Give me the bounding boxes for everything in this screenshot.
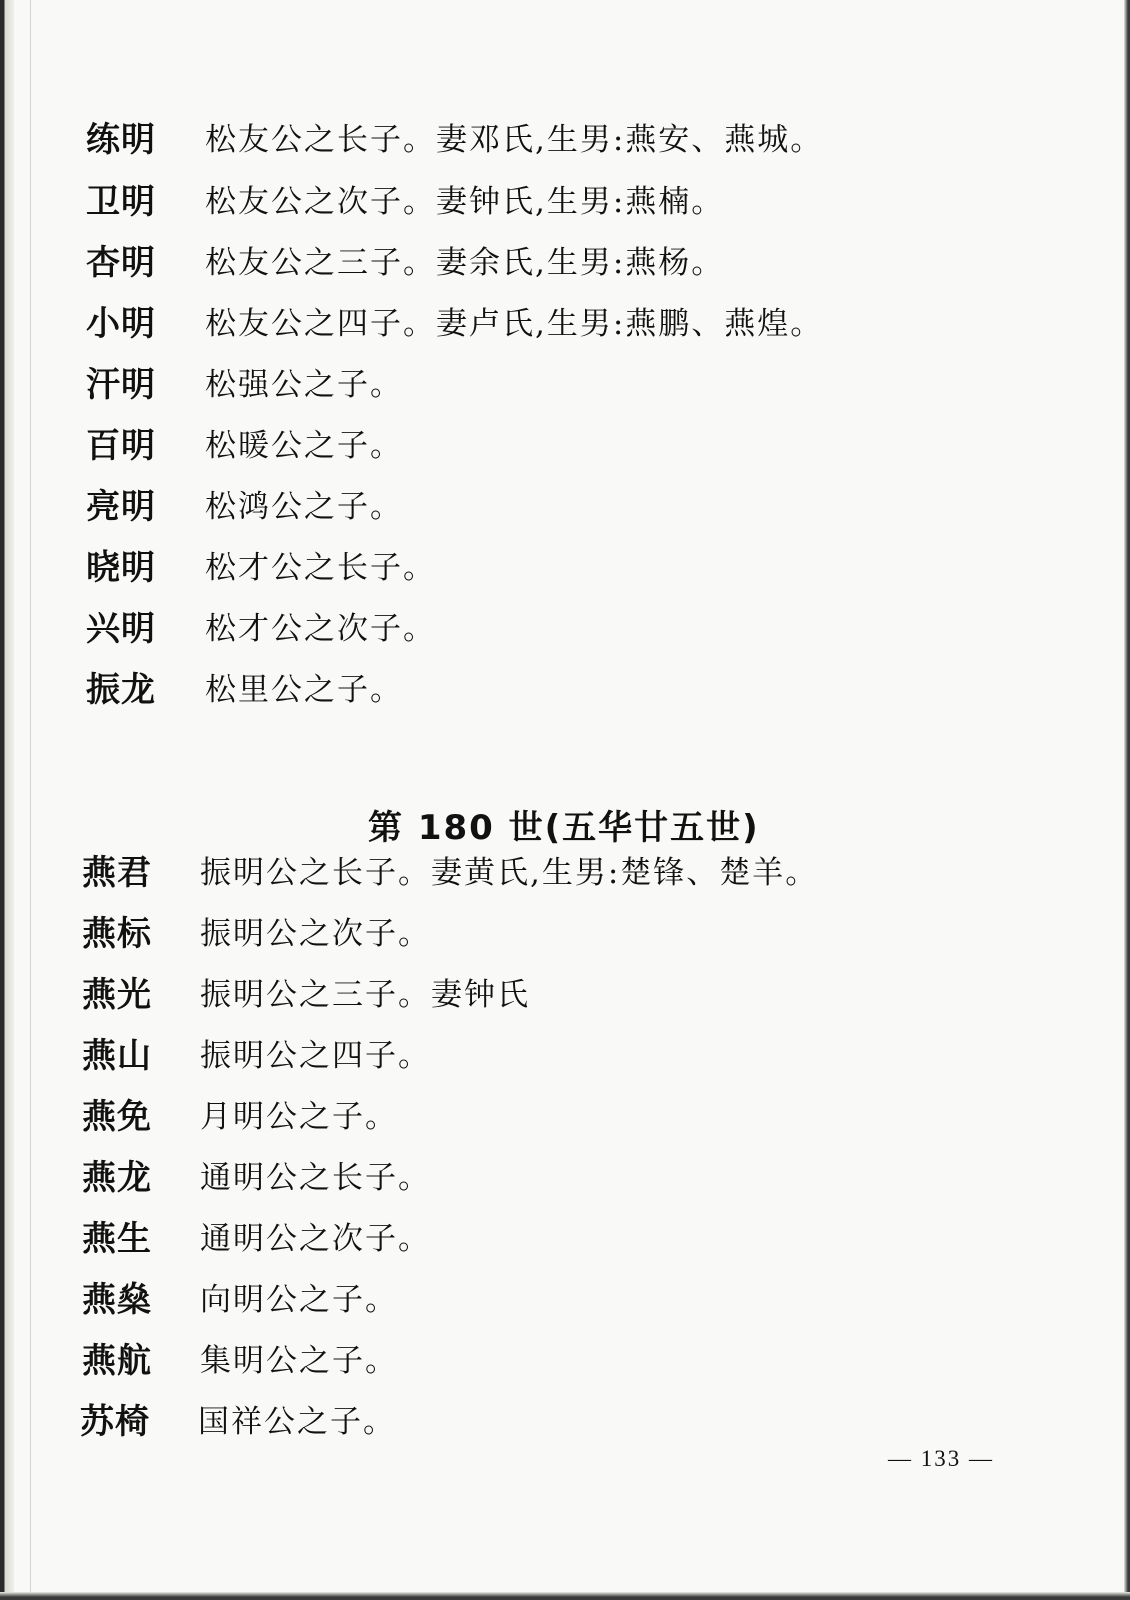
genealogy-entry — [0, 1397, 1100, 1447]
generation-heading-text: 第 180 世(五华廿五世) — [368, 808, 760, 848]
entry-name: 燕燊 — [82, 1280, 152, 1320]
genealogy-entry — [0, 1214, 1100, 1264]
entry-description: 振明公之次子。 — [200, 916, 431, 952]
entry-description: 集明公之子。 — [200, 1343, 398, 1379]
entry-description: 国祥公之子。 — [198, 1404, 396, 1440]
genealogy-entry — [0, 848, 1100, 898]
entry-name: 燕生 — [82, 1219, 152, 1259]
genealogy-entry — [0, 1153, 1100, 1203]
genealogy-entry — [0, 665, 1100, 715]
entry-name: 汗明 — [86, 365, 156, 405]
entry-name: 燕山 — [82, 1036, 152, 1076]
entry-description: 振明公之长子。妻黄氏,生男:楚锋、楚羊。 — [200, 855, 819, 891]
genealogy-entry — [0, 1336, 1100, 1386]
entry-name: 卫明 — [86, 182, 156, 222]
entry-name: 练明 — [86, 120, 156, 160]
entry-description: 月明公之子。 — [200, 1099, 398, 1135]
genealogy-entry — [0, 482, 1100, 532]
entry-description: 向明公之子。 — [200, 1282, 398, 1318]
genealogy-entry — [0, 970, 1100, 1020]
entry-name: 燕免 — [82, 1097, 152, 1137]
entry-description: 通明公之次子。 — [200, 1221, 431, 1257]
genealogy-entry — [0, 360, 1100, 410]
entry-description: 通明公之长子。 — [200, 1160, 431, 1196]
entry-description: 松强公之子。 — [205, 367, 403, 403]
genealogy-entry — [0, 177, 1100, 227]
entry-name: 百明 — [86, 426, 156, 466]
genealogy-entry — [0, 1092, 1100, 1142]
entry-name: 燕龙 — [82, 1158, 152, 1198]
entry-description: 振明公之三子。妻钟氏 — [200, 977, 530, 1013]
entry-name: 苏椅 — [80, 1402, 150, 1442]
entry-description: 松友公之四子。妻卢氏,生男:燕鹏、燕煌。 — [205, 306, 824, 342]
genealogy-entry — [0, 604, 1100, 654]
genealogy-entry — [0, 909, 1100, 959]
entry-description: 松友公之次子。妻钟氏,生男:燕楠。 — [205, 184, 725, 220]
entry-name: 兴明 — [86, 609, 156, 649]
entry-description: 松才公之长子。 — [205, 550, 436, 586]
entry-name: 杏明 — [86, 243, 156, 283]
entry-description: 松友公之三子。妻余氏,生男:燕杨。 — [205, 245, 725, 281]
genealogy-entry — [0, 299, 1100, 349]
entry-description: 松鸿公之子。 — [205, 489, 403, 525]
entry-name: 燕君 — [82, 853, 152, 893]
entry-description: 松里公之子。 — [205, 672, 403, 708]
genealogy-entry — [0, 421, 1100, 471]
page-number: — 133 — — [888, 1446, 994, 1471]
genealogy-entry — [0, 1275, 1100, 1325]
entry-name: 燕标 — [82, 914, 152, 954]
entry-description: 松才公之次子。 — [205, 611, 436, 647]
entry-description: 振明公之四子。 — [200, 1038, 431, 1074]
genealogy-entry — [0, 115, 1100, 165]
entry-name: 小明 — [86, 304, 156, 344]
entry-description: 松友公之长子。妻邓氏,生男:燕安、燕城。 — [205, 122, 824, 158]
page-bottom-edge — [0, 1592, 1130, 1600]
entry-name: 燕光 — [82, 975, 152, 1015]
genealogy-entry — [0, 1031, 1100, 1081]
genealogy-entry — [0, 238, 1100, 288]
entry-name: 燕航 — [82, 1341, 152, 1381]
entry-name: 亮明 — [86, 487, 156, 527]
entry-name: 晓明 — [86, 548, 156, 588]
entry-description: 松暖公之子。 — [205, 428, 403, 464]
entry-name: 振龙 — [86, 670, 156, 710]
genealogy-entry — [0, 543, 1100, 593]
